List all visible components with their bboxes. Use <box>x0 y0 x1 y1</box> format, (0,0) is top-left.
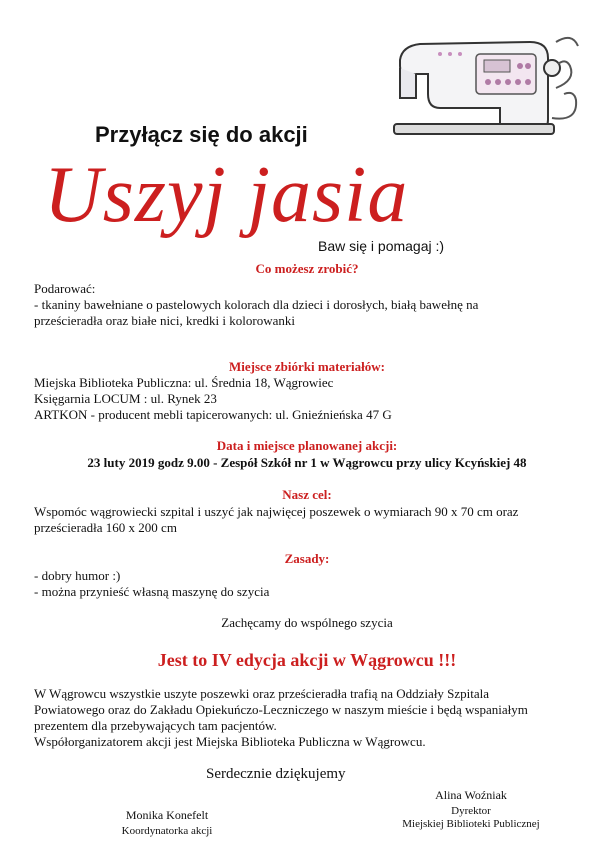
event-heading: Data i miejsce planowanej akcji: <box>216 438 398 453</box>
edition-banner: Jest to IV edycja akcji w Wągrowcu !!! <box>157 650 457 670</box>
left-signature-role: Koordynatorka akcji <box>121 825 213 837</box>
what-heading: Co możesz zrobić? <box>255 261 359 276</box>
collection-place: ARTKON - producent mebli tapicerowanych: ul. Gnieźnieńska 47 G <box>34 407 392 422</box>
page-title: Uszyj jasia <box>44 151 409 239</box>
goal-line: Wspomóc wągrowiecki szpital i uszyć jak najwięcej poszewek o wymiarach 90 x 70 cm oraz <box>34 504 519 519</box>
info-line: prezentem dla przebywających tam pacjentów. <box>34 718 277 733</box>
right-signature-name: Alina Woźniak <box>435 788 507 802</box>
right-signature-role: Miejskiej Biblioteki Publicznej <box>402 818 540 830</box>
invite-text: Zachęcamy do wspólnego szycia <box>221 615 393 630</box>
join-heading: Przyłącz się do akcji <box>95 122 308 147</box>
what-lead: Podarować: <box>34 281 96 296</box>
thanks-text: Serdecznie dziękujemy <box>206 766 346 782</box>
rules-item: - można przynieść własną maszynę do szycia <box>34 584 270 599</box>
collection-place: Księgarnia LOCUM : ul. Rynek 23 <box>34 391 217 406</box>
right-signature-role: Dyrektor <box>451 805 491 817</box>
goal-heading: Nasz cel: <box>282 487 332 502</box>
sewing-machine-icon <box>380 28 580 146</box>
rules-heading: Zasady: <box>284 551 330 566</box>
info-line: Powiatowego oraz do Zakładu Opiekuńczo-Leczniczego w naszym mieście i będą wspaniałym <box>34 702 528 717</box>
event-details: 23 luty 2019 godz 9.00 - Zespół Szkół nr 1 w Wągrowcu przy ulicy Kcyńskiej 48 <box>87 455 527 470</box>
collection-place: Miejska Biblioteka Publiczna: ul. Średnia 18, Wągrowiec <box>34 375 334 390</box>
rules-item: - dobry humor :) <box>34 568 121 583</box>
collection-heading: Miejsce zbiórki materiałów: <box>229 359 385 374</box>
left-signature-name: Monika Konefelt <box>125 808 209 822</box>
what-line: - tkaniny bawełniane o pastelowych kolorach dla dzieci i dorosłych, białą bawełnę na <box>34 297 479 312</box>
goal-line: prześcieradła 160 x 200 cm <box>34 520 177 535</box>
info-line: W Wągrowcu wszystkie uszyte poszewki oraz prześcieradła trafią na Oddziały Szpitala <box>34 686 490 701</box>
what-line: prześcieradła oraz białe nici, kredki i kolorowanki <box>34 313 295 328</box>
tagline: Baw się i pomagaj :) <box>318 238 445 254</box>
info-line: Współorganizatorem akcji jest Miejska Biblioteka Publiczna w Wągrowcu. <box>34 734 426 749</box>
